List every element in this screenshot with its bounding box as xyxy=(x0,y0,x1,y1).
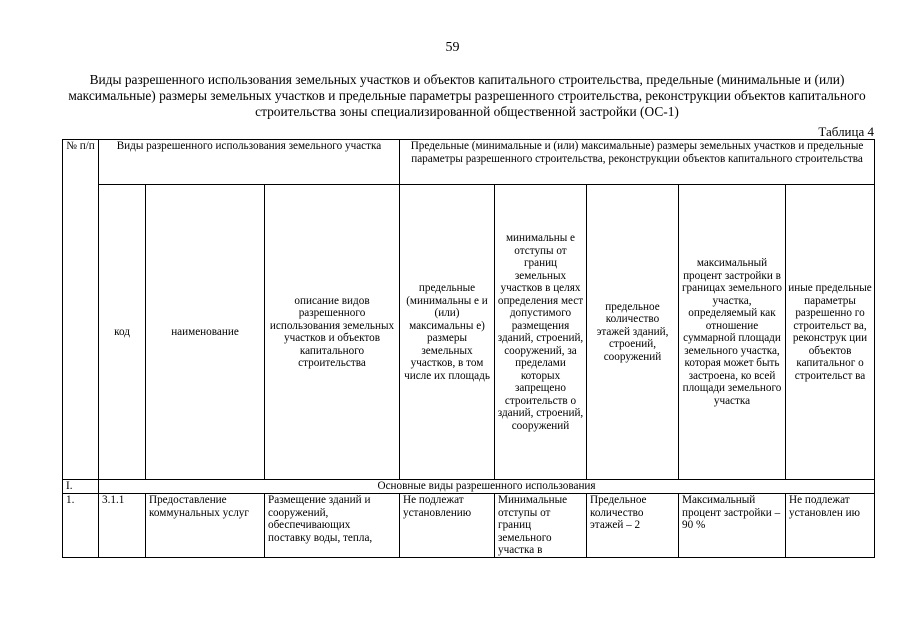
header-coverage: максимальный процент застройки в границах земельного участка, определяемый как отношение суммарной площади земельного участка, которая может быть застроена, ко всей площади земельного участка xyxy=(679,185,786,480)
header-row-top xyxy=(63,140,875,185)
row-floors: Предельное количество этажей – 2 xyxy=(587,494,679,558)
header-floors: предельное количество этажей зданий, строений, сооружений xyxy=(587,185,679,480)
zoning-table xyxy=(62,139,875,558)
document-title: Виды разрешенного использования земельных участков и объектов капитального строительства, предельные (минимальные и (или) максимальные) размеры земельных участков и предельные параметры разрешенного строительства, реконструкции объектов капитального строительства зоны специализированной общественной застройки (ОС-1) xyxy=(68,72,866,119)
header-group-uses: Виды разрешенного использования земельного участка xyxy=(99,140,400,185)
header-description: описание видов разрешенного использования земельных участков и объектов капитального строительства xyxy=(265,185,400,480)
header-name: наименование xyxy=(146,185,265,480)
header-row-sub xyxy=(63,185,875,480)
row-other: Не подлежат установлен ию xyxy=(786,494,875,558)
section-row xyxy=(63,480,875,494)
row-coverage: Максимальный процент застройки – 90 % xyxy=(679,494,786,558)
header-group-params: Предельные (минимальные и (или) максимальные) размеры земельных участков и предельные параметры разрешенного строительства, реконструкции объектов капитального строительства xyxy=(400,140,875,185)
row-num: 1. xyxy=(63,494,99,558)
table-row xyxy=(63,494,875,558)
page-number: 59 xyxy=(445,40,460,55)
header-setbacks: минимальны е отступы от границ земельных участков в целях определения мест допустимого размещения зданий, строений, сооружений, за пределами которых запрещено строительств о зданий, строений, сооружений xyxy=(495,185,587,480)
header-other: иные предельные параметры разрешенно го строительст ва, реконструк ции объектов капитальног о строительст ва xyxy=(786,185,875,480)
header-plot-size: предельные (минимальны е и (или) максимальны е) размеры земельных участков, в том числе их площадь xyxy=(400,185,495,480)
section-label: Основные виды разрешенного использования xyxy=(99,480,875,494)
header-code: код xyxy=(99,185,146,480)
row-setbacks: Минимальные отступы от границ земельного участка в xyxy=(495,494,587,558)
row-name: Предоставление коммунальных услуг xyxy=(146,494,265,558)
row-code: 3.1.1 xyxy=(99,494,146,558)
header-num: № п/п xyxy=(63,140,99,480)
section-num: I. xyxy=(63,480,99,494)
row-description: Размещение зданий и сооружений, обеспечивающих поставку воды, тепла, xyxy=(265,494,400,558)
row-plot-size: Не подлежат установлению xyxy=(400,494,495,558)
table-label: Таблица 4 xyxy=(818,124,874,139)
